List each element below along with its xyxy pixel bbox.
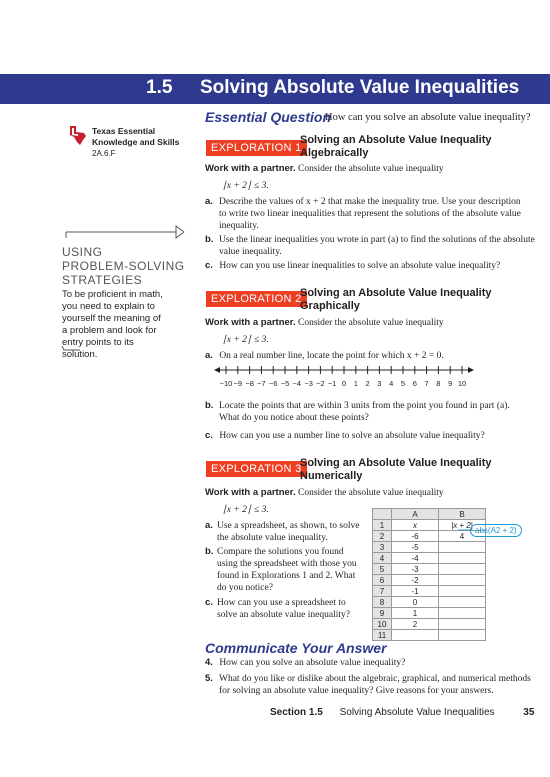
teks-code: 2A.6.F [92, 149, 116, 158]
number-line-tick-label: 2 [365, 379, 370, 388]
exploration2-b-label: b. [205, 400, 214, 411]
question-5-line: for solving an absolute value inequality? Give reasons for your answers. [219, 686, 494, 696]
number-line-tick-label: −4 [292, 379, 302, 388]
footer-title: Solving Absolute Value Inequalities [339, 707, 495, 718]
spreadsheet-cell [439, 553, 486, 564]
spreadsheet-cell: -2 [392, 575, 439, 586]
exploration3-inequality: ∣x + 2∣ ≤ 3. [222, 505, 269, 515]
exploration1-a-line: to write two linear inequalities that represent the solutions of the absolute value [219, 209, 521, 219]
question-4 [205, 657, 405, 669]
spreadsheet-row-header: 2 [373, 531, 392, 542]
exploration3-heading [300, 457, 492, 483]
exploration3-part-c [205, 597, 350, 621]
strategy-heading-line3: STRATEGIES [62, 273, 143, 287]
exploration1-c-text: How can you use linear inequalities to solve an absolute value inequality? [219, 261, 501, 271]
exploration1-b-label: b. [205, 234, 214, 245]
question-5-line: What do you like or dislike about the algebraic, graphical, and numerical methods [219, 674, 531, 684]
spreadsheet-cell [439, 564, 486, 575]
spreadsheet-cell [439, 597, 486, 608]
number-line-tick-label: −2 [316, 379, 325, 388]
exploration2-b-line: What do you notice about these points? [219, 413, 369, 423]
exploration3-a-line: the absolute value inequality. [217, 533, 328, 543]
spreadsheet-row [373, 630, 486, 641]
essential-question-text: How can you solve an absolute value inequality? [325, 112, 531, 123]
exploration1-part-c [205, 260, 500, 272]
spreadsheet-cell: x [392, 520, 439, 531]
formula-callout: abs(A2 + 2) [470, 524, 522, 537]
spreadsheet-cell [439, 630, 486, 641]
number-line-tick-label: 10 [457, 379, 467, 388]
exploration1-part-a [205, 196, 539, 232]
spreadsheet-row [373, 586, 486, 597]
exploration2-work-text: Consider the absolute value inequality [298, 318, 444, 328]
spreadsheet-col-header: B [439, 509, 486, 520]
spreadsheet-row [373, 597, 486, 608]
exploration2-heading-line1: Solving an Absolute Value Inequality [300, 287, 492, 299]
exploration2-part-b [205, 400, 539, 424]
exploration3-part-b [205, 546, 357, 594]
exploration1-b-line: value inequality. [219, 247, 282, 257]
strategy-text-line: yourself the meaning of [62, 313, 161, 324]
exploration3-b-line: using the spreadsheet with those you [217, 559, 357, 569]
spreadsheet-row [373, 553, 486, 564]
number-line-tick-label: −10 [219, 379, 233, 388]
number-line [214, 362, 474, 378]
spreadsheet-row-header: 8 [373, 597, 392, 608]
exploration3-heading-line1: Solving an Absolute Value Inequality [300, 457, 492, 469]
strategy-text [62, 289, 163, 361]
spreadsheet-cell [439, 542, 486, 553]
exploration1-a-line: Describe the values of x + 2 that make the inequality true. Use your description [219, 197, 521, 207]
number-line-tick-label: −8 [245, 379, 254, 388]
spreadsheet-cell: -6 [392, 531, 439, 542]
footer-section: Section 1.5 [270, 707, 323, 718]
exploration1-work-text: Consider the absolute value inequality [298, 164, 444, 174]
exploration2-heading-line2: Graphically [300, 300, 360, 312]
spreadsheet-cell [439, 619, 486, 630]
spreadsheet-cell: -1 [392, 586, 439, 597]
exploration1-part-b [205, 234, 539, 258]
texas-logo [66, 123, 90, 152]
exploration1-heading-line1: Solving an Absolute Value Inequality [300, 134, 492, 146]
spreadsheet-row-header: 5 [373, 564, 392, 575]
strategy-heading [62, 245, 185, 287]
number-line-tick-label: −6 [268, 379, 278, 388]
spreadsheet-cell: |x + 2| [439, 520, 486, 531]
teks-title-line1: Texas Essential [92, 126, 156, 136]
number-line-tick-label: −3 [304, 379, 313, 388]
spreadsheet-row [373, 619, 486, 630]
communicate-title: Communicate Your Answer [205, 640, 387, 656]
number-line-tick-label: 8 [436, 379, 441, 388]
number-line-right-arrow [468, 367, 474, 373]
exploration2-tag: EXPLORATION 2 [206, 291, 307, 307]
number-line-tick-label: −1 [327, 379, 337, 388]
question-4-text: How can you solve an absolute value inequality? [219, 658, 406, 668]
spreadsheet-cell: -4 [392, 553, 439, 564]
spreadsheet-row-header: 7 [373, 586, 392, 597]
spreadsheet-row [373, 608, 486, 619]
number-line-tick-label: 5 [400, 379, 406, 388]
section-number: 1.5 [146, 77, 173, 98]
spreadsheet-row [373, 575, 486, 586]
exploration3-b-label: b. [205, 546, 214, 557]
spreadsheet-row-header: 10 [373, 619, 392, 630]
exploration3-work-bold: Work with a partner. [205, 487, 296, 498]
strategy-heading-line2: PROBLEM-SOLVING [62, 259, 185, 273]
number-line-left-arrow [214, 367, 220, 373]
strategy-text-line: a problem and look for [62, 325, 157, 336]
question-5 [205, 673, 531, 697]
number-line-tick-label: −5 [280, 379, 290, 388]
exploration3-work [205, 487, 444, 499]
exploration2-a-text: On a real number line, locate the point for which x + 2 = 0. [219, 351, 444, 361]
spreadsheet-cell [439, 608, 486, 619]
spreadsheet-cell [439, 575, 486, 586]
exploration2-part-c [205, 430, 485, 442]
exploration1-inequality: ∣x + 2∣ ≤ 3. [222, 181, 269, 191]
exploration3-a-label: a. [205, 520, 213, 531]
number-line-tick-label: 7 [424, 379, 429, 388]
exploration2-inequality: ∣x + 2∣ ≤ 3. [222, 335, 269, 345]
exploration3-heading-line2: Numerically [300, 470, 363, 482]
exploration3-b-line: do you notice? [217, 583, 273, 593]
exploration3-work-text: Consider the absolute value inequality [298, 488, 444, 498]
spreadsheet-row [373, 564, 486, 575]
spreadsheet-col-header: A [392, 509, 439, 520]
spreadsheet-cell: 0 [392, 597, 439, 608]
spreadsheet-cell [439, 586, 486, 597]
footer-page-number: 35 [523, 707, 535, 718]
exploration1-a-label: a. [205, 196, 213, 207]
number-line-tick-label: 0 [341, 379, 347, 388]
exploration1-heading [300, 134, 492, 160]
exploration2-c-text: How can you use a number line to solve an absolute value inequality? [219, 431, 485, 441]
number-line-labels [214, 379, 474, 391]
number-line-tick-label: −7 [257, 379, 266, 388]
exploration3-b-line: found in Explorations 1 and 2. What [217, 571, 356, 581]
exploration1-work-bold: Work with a partner. [205, 163, 296, 174]
exploration2-b-line: Locate the points that are within 3 units from the point you found in part (a). [219, 401, 510, 411]
strategy-text-line: entry points to its [62, 337, 134, 348]
exploration1-tag: EXPLORATION 1 [206, 140, 307, 156]
exploration3-c-line: solve an absolute value inequality? [217, 610, 350, 620]
teks-title [92, 126, 179, 159]
exploration1-work [205, 163, 444, 175]
spreadsheet-row-header: 1 [373, 520, 392, 531]
spreadsheet-cell [392, 630, 439, 641]
section-banner [0, 74, 550, 104]
page-footer [270, 707, 534, 718]
spreadsheet-row-header: 4 [373, 553, 392, 564]
exploration2-a-label: a. [205, 350, 213, 361]
exploration2-heading [300, 287, 492, 313]
number-line-tick-label: −9 [233, 379, 243, 388]
exploration3-c-label: c. [205, 597, 213, 608]
exploration2-c-label: c. [205, 430, 213, 441]
spreadsheet-cell: -5 [392, 542, 439, 553]
strategy-text-line: To be proficient in math, [62, 289, 163, 300]
exploration1-heading-line2: Algebraically [300, 147, 369, 159]
spreadsheet-corner [373, 509, 392, 520]
question-4-number: 4. [205, 657, 213, 668]
teks-title-line2: Knowledge and Skills [92, 137, 180, 147]
spreadsheet-row-header: 6 [373, 575, 392, 586]
spreadsheet-row-header: 11 [373, 630, 392, 641]
section-title: Solving Absolute Value Inequalities [200, 77, 520, 98]
exploration3-a-line: Use a spreadsheet, as shown, to solve [217, 521, 360, 531]
number-line-tick-label: 3 [377, 379, 382, 388]
exploration3-tag: EXPLORATION 3 [206, 461, 307, 477]
spreadsheet-row [373, 542, 486, 553]
essential-question-title: Essential Question [205, 109, 332, 125]
spreadsheet-cell: 4 [439, 531, 486, 542]
question-5-number: 5. [205, 673, 213, 684]
strategy-heading-line1: USING [62, 245, 103, 259]
number-line-tick-label: 9 [448, 379, 453, 388]
exploration2-part-a [205, 350, 444, 362]
spreadsheet-cell: 1 [392, 608, 439, 619]
spreadsheet-cell: 2 [392, 619, 439, 630]
exploration3-b-line: Compare the solutions you found [217, 547, 344, 557]
strategy-text-line: solution. [62, 349, 98, 360]
strategy-text-line: you need to explain to [62, 301, 155, 312]
number-line-tick-label: 6 [412, 379, 417, 388]
exploration1-c-label: c. [205, 260, 213, 271]
exploration2-work-bold: Work with a partner. [205, 317, 296, 328]
number-line-tick-label: 1 [353, 379, 358, 388]
number-line-tick-label: 4 [389, 379, 394, 388]
exploration1-a-line: inequality. [219, 221, 259, 231]
exploration3-part-a [205, 520, 359, 544]
spreadsheet-cell: -3 [392, 564, 439, 575]
exploration3-c-line: How can you use a spreadsheet to [217, 598, 346, 608]
spreadsheet-row-header: 9 [373, 608, 392, 619]
exploration2-work [205, 317, 444, 329]
exploration1-b-line: Use the linear inequalities you wrote in part (a) to find the solutions of the absolute [219, 235, 535, 245]
spreadsheet-row-header: 3 [373, 542, 392, 553]
spreadsheet-header-row [373, 509, 486, 520]
